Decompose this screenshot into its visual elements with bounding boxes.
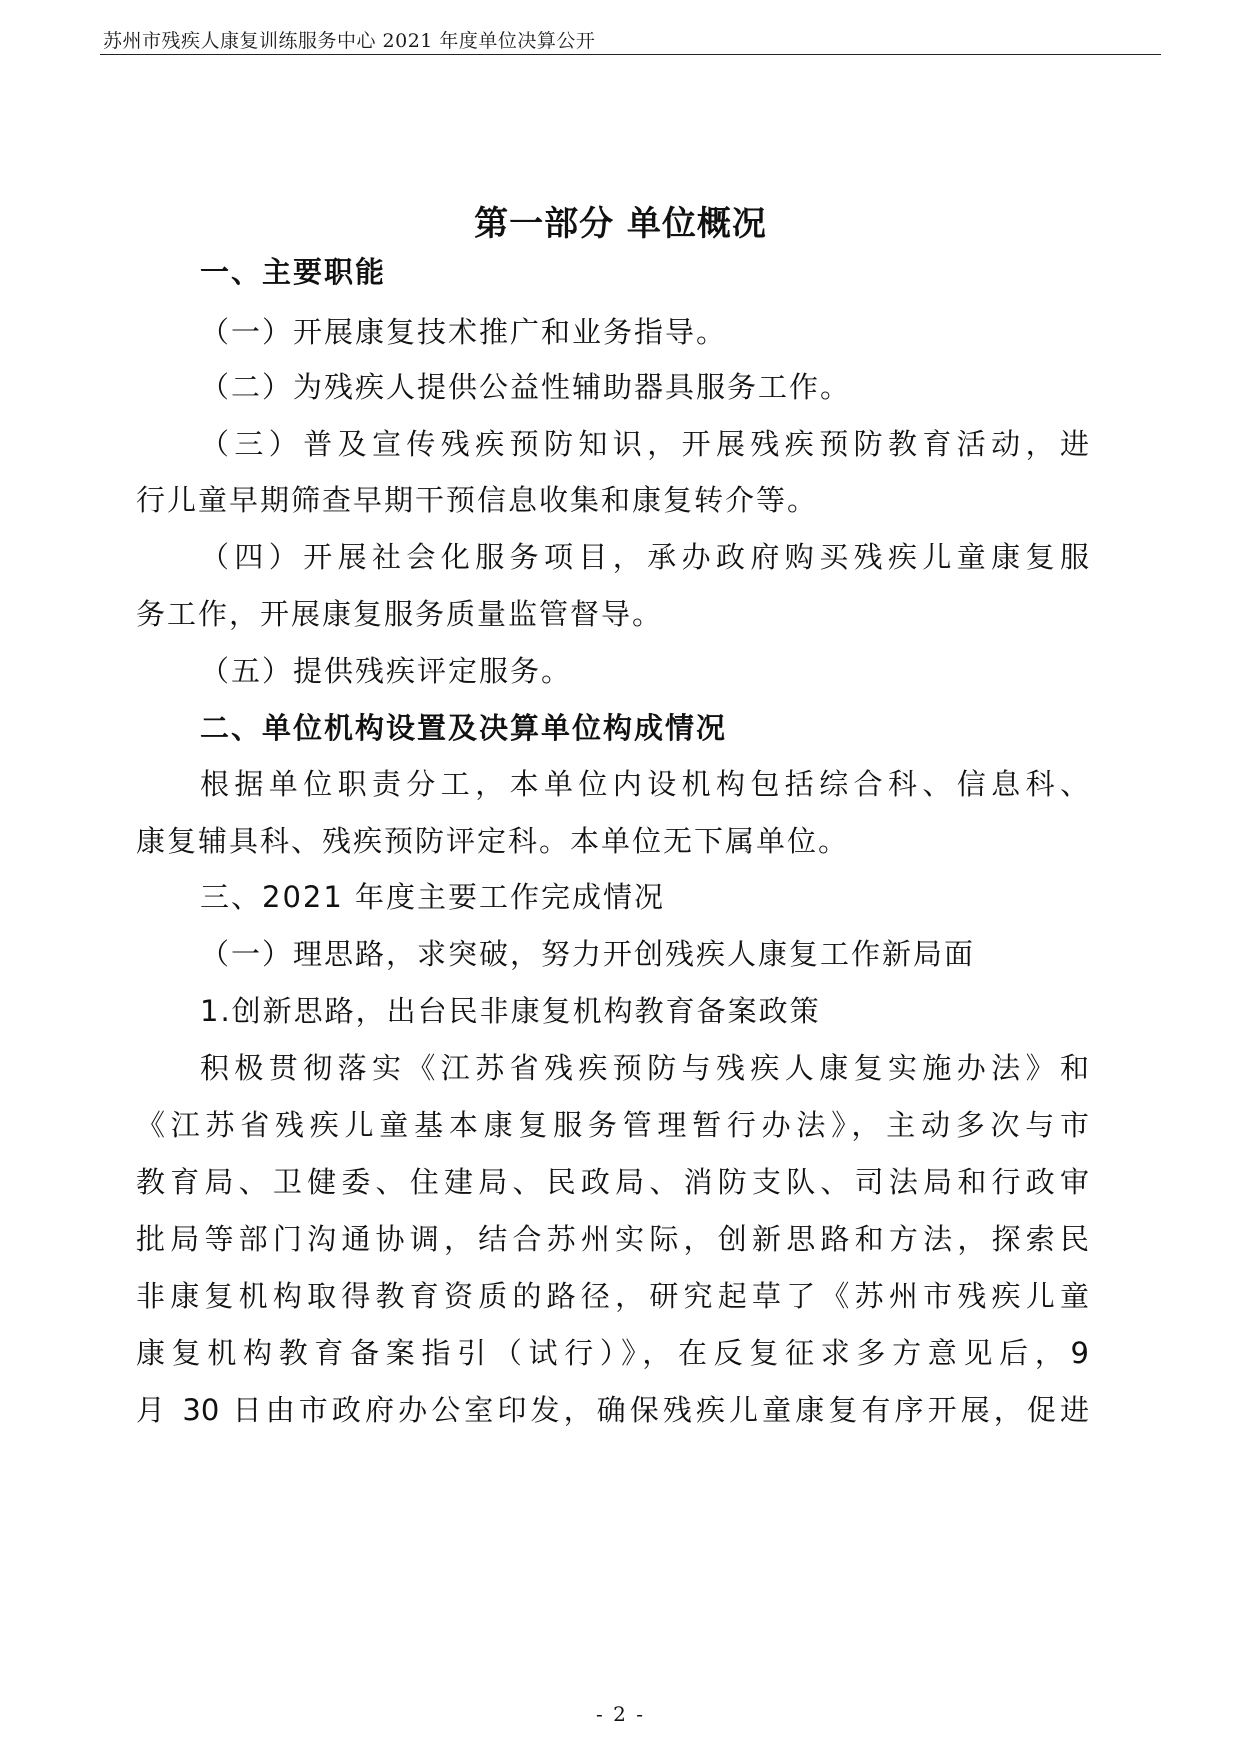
section-heading-functions: 一、主要职能 <box>200 255 387 289</box>
paragraph-line: 行儿童早期筛查早期干预信息收集和康复转介等。 <box>136 483 819 517</box>
paragraph-line: 康复辅具科、残疾预防评定科。本单位无下属单位。 <box>136 824 850 858</box>
paragraph-line: （四）开展社会化服务项目，承办政府购买残疾儿童康复服 <box>200 540 1089 574</box>
paragraph-line: 积极贯彻落实《江苏省残疾预防与残疾人康复实施办法》和 <box>200 1051 1089 1085</box>
paragraph-line: 月 30 日由市政府办公室印发，确保残疾儿童康复有序开展，促进 <box>136 1393 1089 1427</box>
paragraph-line: 康复机构教育备案指引（试行）》，在反复征求多方意见后，9 <box>136 1336 1089 1370</box>
paragraph-line: 根据单位职责分工，本单位内设机构包括综合科、信息科、 <box>200 767 1089 801</box>
paragraph-line: （一）理思路，求突破，努力开创残疾人康复工作新局面 <box>200 937 976 971</box>
page-number: - 2 - <box>596 1702 645 1726</box>
paragraph-line: （一）开展康复技术推广和业务指导。 <box>200 315 728 349</box>
paragraph-line: 《江苏省残疾儿童基本康复服务管理暂行办法》，主动多次与市 <box>136 1108 1089 1142</box>
paragraph-line: 批局等部门沟通协调，结合苏州实际，创新思路和方法，探索民 <box>136 1222 1089 1256</box>
paragraph-line: 务工作，开展康复服务质量监管督导。 <box>136 597 664 631</box>
section-heading-structure: 二、单位机构设置及决算单位构成情况 <box>200 711 728 745</box>
paragraph-line: （二）为残疾人提供公益性辅助器具服务工作。 <box>200 370 852 404</box>
paragraph-line: 1.创新思路，出台民非康复机构教育备案政策 <box>200 994 821 1028</box>
paragraph-line: 非康复机构取得教育资质的路径，研究起草了《苏州市残疾儿童 <box>136 1279 1089 1313</box>
paragraph-line: （五）提供残疾评定服务。 <box>200 654 573 688</box>
header-rule <box>100 54 1161 55</box>
section-heading-work: 三、2021 年度主要工作完成情况 <box>200 880 666 914</box>
running-header: 苏州市残疾人康复训练服务中心 2021 年度单位决算公开 <box>103 30 596 52</box>
paragraph-line: （三）普及宣传残疾预防知识，开展残疾预防教育活动，进 <box>200 427 1089 461</box>
paragraph-line: 教育局、卫健委、住建局、民政局、消防支队、司法局和行政审 <box>136 1165 1089 1199</box>
page-title: 第一部分 单位概况 <box>474 204 767 244</box>
